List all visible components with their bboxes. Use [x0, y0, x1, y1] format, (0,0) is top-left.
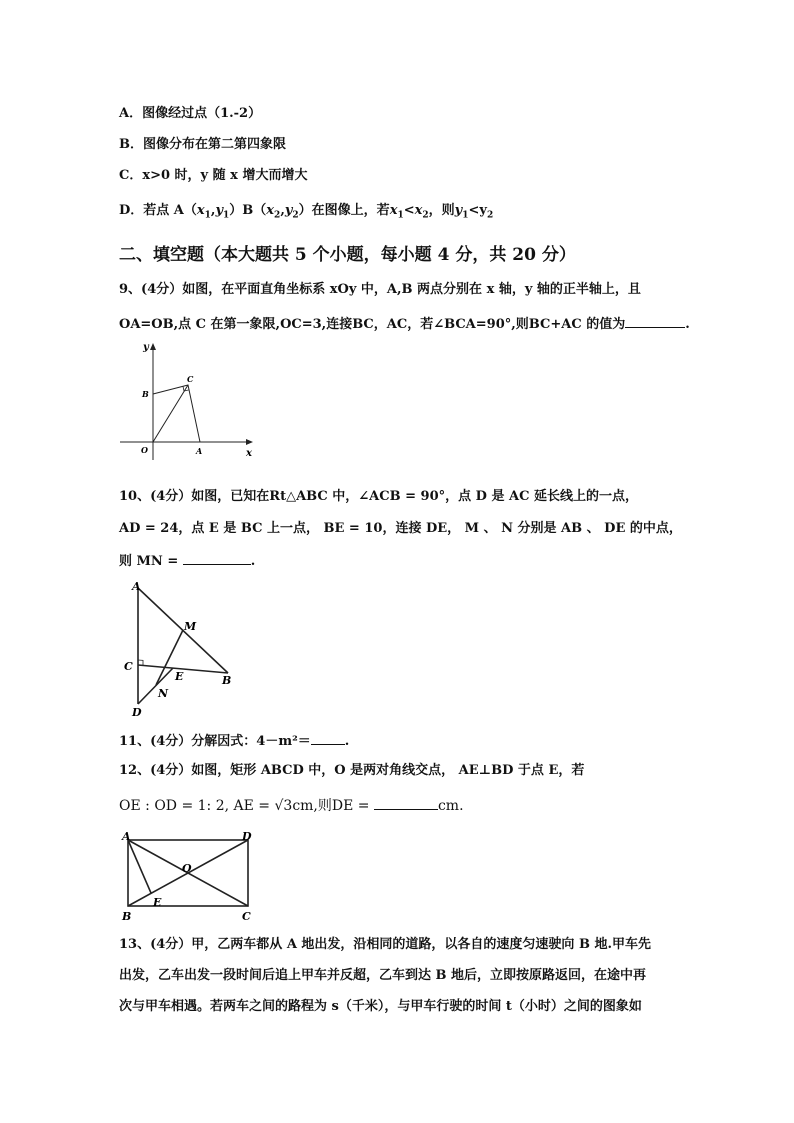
- q12-label-c: C: [242, 910, 251, 923]
- q10-answer-blank: [183, 550, 251, 565]
- q9-label-y: y: [143, 342, 149, 353]
- q12-label-o: O: [182, 862, 192, 875]
- q10-label-d: D: [132, 706, 142, 719]
- q9-answer-blank: [625, 313, 685, 328]
- q10-label-n: N: [158, 687, 169, 700]
- q10-label-e: E: [175, 670, 184, 683]
- q9-label-o: O: [141, 445, 148, 455]
- q12-line2: OE : OD = 1: 2, AE = √3cm,则DE = cm.: [119, 795, 464, 816]
- option-c: C．x>0 时，y 随 x 增大而增大: [119, 168, 308, 183]
- q9-line1: 9、(4分）如图，在平面直角坐标系 xOy 中，A,B 两点分别在 x 轴，y 轴的正半轴上，且: [119, 282, 641, 297]
- option-d: D．若点 $A(x_1,y_1)B(x_2,y_2)$在图像上，若$x_1<x_2$，则$y_1<y_2$: [119, 203, 494, 221]
- q10-line3: 则 MN = .: [119, 550, 255, 572]
- q12-label-b: B: [122, 910, 132, 923]
- q12-line1: 12、(4分）如图，矩形 ABCD 中，O 是两对角线交点， AE⊥BD 于点 E，若: [119, 763, 585, 778]
- q12-figure: [118, 828, 258, 924]
- q10-label-c: C: [124, 660, 133, 673]
- q9-label-b: B: [142, 389, 149, 399]
- q9-line2: OA=OB,点 C 在第一象限,OC=3,连接BC，AC，若∠BCA=90°,则BC+AC 的值为 .: [119, 313, 690, 335]
- q10-label-m: M: [184, 620, 197, 633]
- q10-line2: AD = 24，点 E 是 BC 上一点， BE = 10，连接 DE， M 、 N 分别是 AB 、 DE 的中点，: [119, 521, 682, 536]
- q13-line1: 13、(4分）甲，乙两车都从 A 地出发，沿相同的道路，以各自的速度匀速驶向 B 地.甲车先: [119, 937, 651, 952]
- q12-segment-ae: [128, 840, 151, 893]
- q9-y-arrow-icon: [150, 343, 156, 350]
- q10-label-a: A: [132, 580, 141, 593]
- q9-label-a: A: [196, 446, 203, 456]
- q13-line2: 出发，乙车出发一段时间后追上甲车并反超，乙车到达 B 地后，立即按原路返回，在途中再: [119, 968, 647, 983]
- q9-triangle-bca: [153, 385, 200, 442]
- q11-line: 11、(4分）分解因式：4－m²＝ .: [119, 730, 349, 752]
- q12-label-e: E: [153, 896, 162, 909]
- section-title: 二、填空题（本大题共 5 个小题，每小题 4 分，共 20 分）: [119, 245, 576, 265]
- q12-answer-blank: [374, 795, 438, 810]
- q9-segment-oc: [153, 385, 188, 442]
- option-b: B．图像分布在第二第四象限: [119, 137, 286, 152]
- q9-label-x: x: [246, 448, 252, 459]
- q9-figure: [115, 338, 265, 463]
- q9-label-c: C: [187, 374, 194, 384]
- q13-line3: 次与甲车相遇。若两车之间的路程为 s（千米），与甲车行驶的时间 t（小时）之间的图象如: [119, 999, 642, 1014]
- q12-label-a: A: [122, 830, 131, 843]
- q9-x-arrow-icon: [246, 439, 253, 445]
- q10-label-b: B: [222, 674, 232, 687]
- q12-label-d: D: [242, 830, 252, 843]
- option-d-pre: D．若点 A（: [119, 203, 197, 218]
- q10-line1: 10、(4分）如图，已知在Rt△ABC 中，∠ACB = 90°，点 D 是 AC 延长线上的一点，: [119, 489, 638, 504]
- q10-figure: [118, 578, 248, 718]
- option-a: A．图像经过点（1.-2）: [119, 106, 262, 121]
- q11-answer-blank: [311, 730, 345, 745]
